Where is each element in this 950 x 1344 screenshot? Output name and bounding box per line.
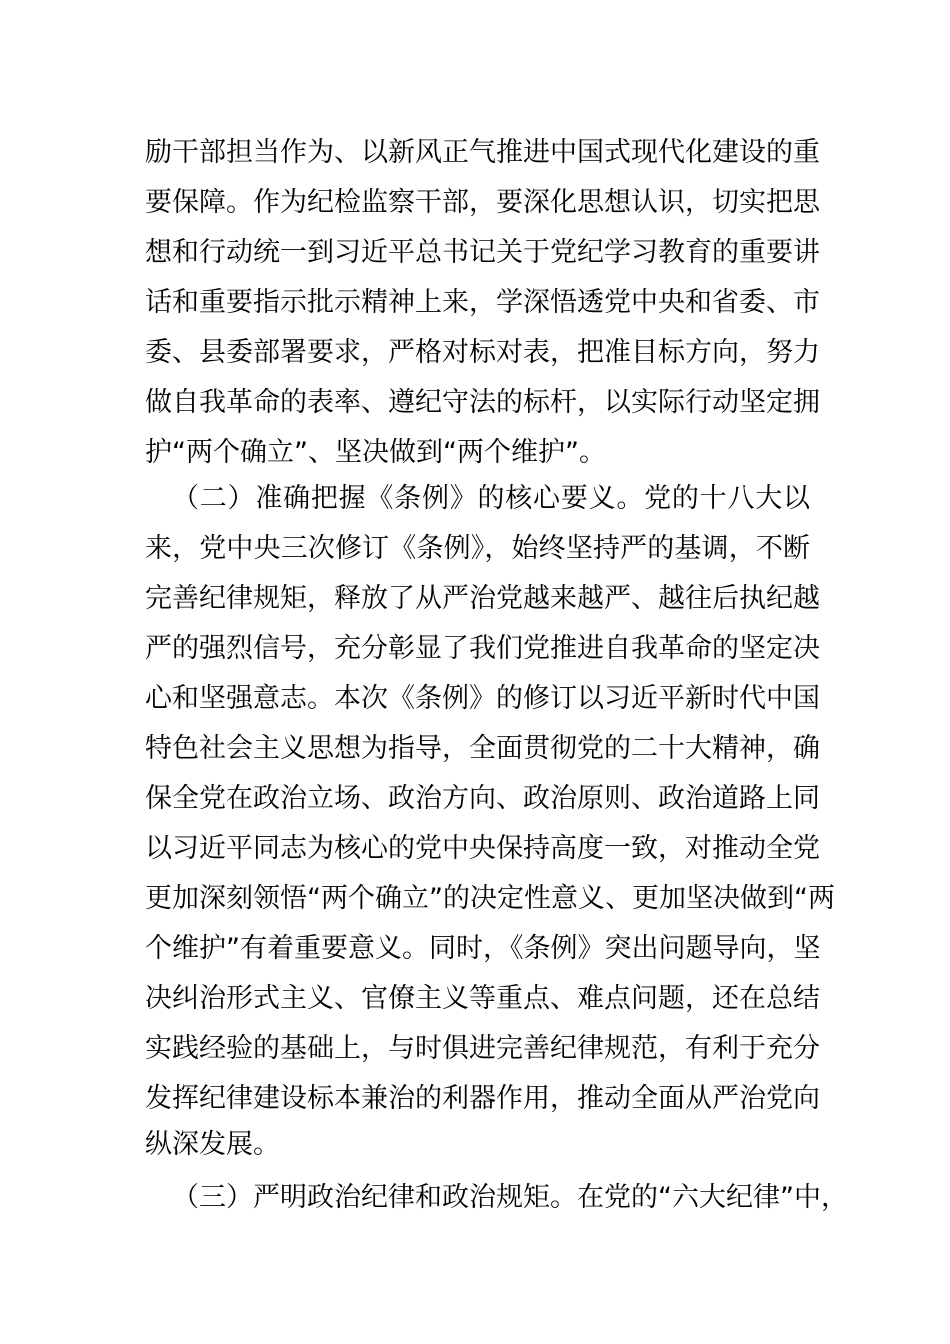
paragraph-line: 护“两个确立”、坚决做到“两个维护”。 [145,437,606,468]
paragraph-line: 想和行动统一到习近平总书记关于党纪学习教育的重要讲 [145,237,820,268]
paragraph-line: 决纠治形式主义、官僚主义等重点、难点问题，还在总结 [145,983,820,1014]
section-heading-line: （三）严明政治纪律和政治规矩。在党的“六大纪律”中， [172,1182,848,1213]
section-heading-line: （二）准确把握《条例》的核心要义。党的十八大以 [172,483,810,514]
paragraph-line: 特色社会主义思想为指导，全面贯彻党的二十大精神，确 [145,733,820,764]
paragraph-line: 话和重要指示批示精神上来，学深悟透党中央和省委、市 [145,287,820,318]
paragraph-line: 更加深刻领悟“两个确立”的决定性意义、更加坚决做到“两 [145,883,835,914]
paragraph-line: 发挥纪律建设标本兼治的利器作用，推动全面从严治党向 [145,1083,820,1114]
paragraph-line: 个维护”有着重要意义。同时，《条例》突出问题导向，坚 [145,933,821,964]
paragraph-line: 来，党中央三次修订《条例》，始终坚持严的基调，不断 [145,533,810,564]
paragraph-line: 纵深发展。 [145,1129,280,1160]
paragraph-line: 保全党在政治立场、政治方向、政治原则、政治道路上同 [145,783,820,814]
paragraph-line: 委、县委部署要求，严格对标对表，把准目标方向，努力 [145,337,820,368]
paragraph-line: 以习近平同志为核心的党中央保持高度一致，对推动全党 [145,833,820,864]
paragraph-line: 励干部担当作为、以新风正气推进中国式现代化建设的重 [145,137,820,168]
paragraph-line: 要保障。作为纪检监察干部，要深化思想认识，切实把思 [145,187,820,218]
paragraph-line: 心和坚强意志。本次《条例》的修订以习近平新时代中国 [145,683,820,714]
paragraph-line: 做自我革命的表率、遵纪守法的标杆，以实际行动坚定拥 [145,387,820,418]
paragraph-line: 完善纪律规矩，释放了从严治党越来越严、越往后执纪越 [145,583,820,614]
paragraph-line: 实践经验的基础上，与时俱进完善纪律规范，有利于充分 [145,1033,820,1064]
paragraph-line: 严的强烈信号，充分彰显了我们党推进自我革命的坚定决 [145,633,820,664]
